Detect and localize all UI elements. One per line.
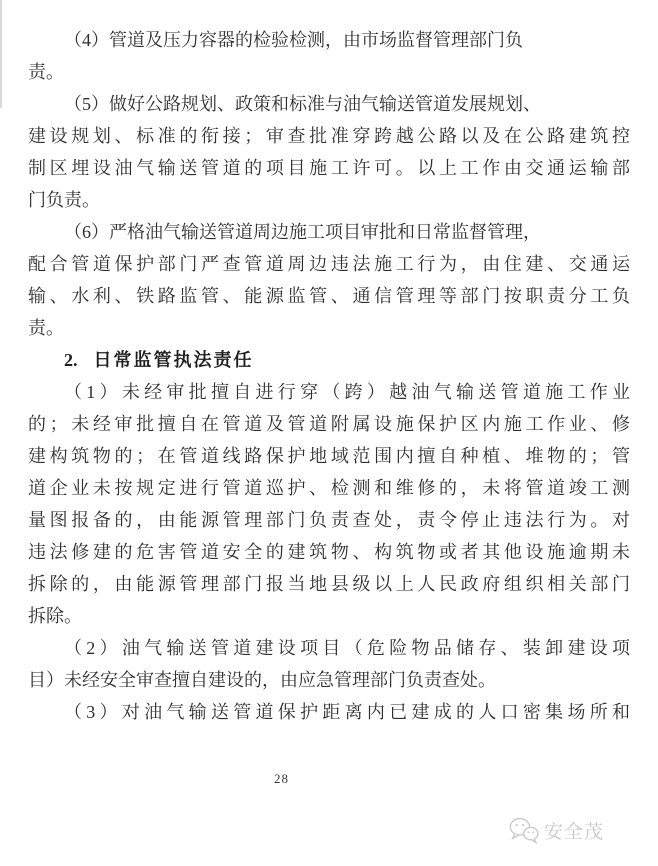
body-line: 的；未经审批擅自在管道及管道附属设施保护区内施工作业、修 [28,414,630,434]
watermark-label: 安全茂 [544,821,605,843]
body-line: 门负责。 [28,190,100,210]
watermark [508,814,604,846]
body-line: （1）未经审批擅自进行穿（跨）越油气输送管道施工作业 [64,382,630,402]
body-line: 责。 [28,62,64,82]
body-line: 拆除的，由能源管理部门报当地县级以上人民政府组织相关部门 [28,574,630,594]
heading-number: 2. [64,350,78,370]
body-line: 建构筑物的；在管道线路保护地域范围内擅自种植、堆物的；管 [28,446,630,466]
body-line: 输、水利、铁路监管、能源监管、通信管理等部门按职责分工负 [28,286,630,306]
body-line: （4）管道及压力容器的检验检测，由市场监督管理部门负 [64,30,523,50]
body-line: 拆除。 [28,606,82,626]
body-line: 量图报备的，由能源管理部门负责查处，责令停止违法行为。对 [28,510,630,530]
body-line: 配合管道保护部门严查管道周边违法施工行为，由住建、交通运 [28,254,630,274]
body-line: 建设规划、标准的衔接；审查批准穿跨越公路以及在公路建筑控 [28,126,630,146]
body-line: 目）未经安全审查擅自建设的，由应急管理部门负责查处。 [28,670,496,690]
scan-edge-artifact [0,0,2,108]
body-line: 责。 [28,318,64,338]
body-line: 制区埋设油气输送管道的项目施工许可。以上工作由交通运输部 [28,158,630,178]
document-body [28,24,630,728]
body-line: 道企业未按规定进行管道巡护、检测和维修的，未将管道竣工测 [28,478,630,498]
page-number: 28 [274,771,289,786]
section-heading [28,344,630,376]
heading-title: 日常监管执法责任 [93,350,254,370]
body-line: （2）油气输送管道建设项目（危险物品储存、装卸建设项 [64,638,630,658]
body-line: （5）做好公路规划、政策和标准与油气输送管道发展规划、 [64,94,541,114]
body-line: （6）严格油气输送管道周边施工项目审批和日常监督管理， [64,222,541,242]
body-line: 违法修建的危害管道安全的建筑物、构筑物或者其他设施逾期未 [28,542,630,562]
wechat-icon [508,816,539,844]
body-line: （3）对油气输送管道保护距离内已建成的人口密集场所和 [64,702,630,722]
